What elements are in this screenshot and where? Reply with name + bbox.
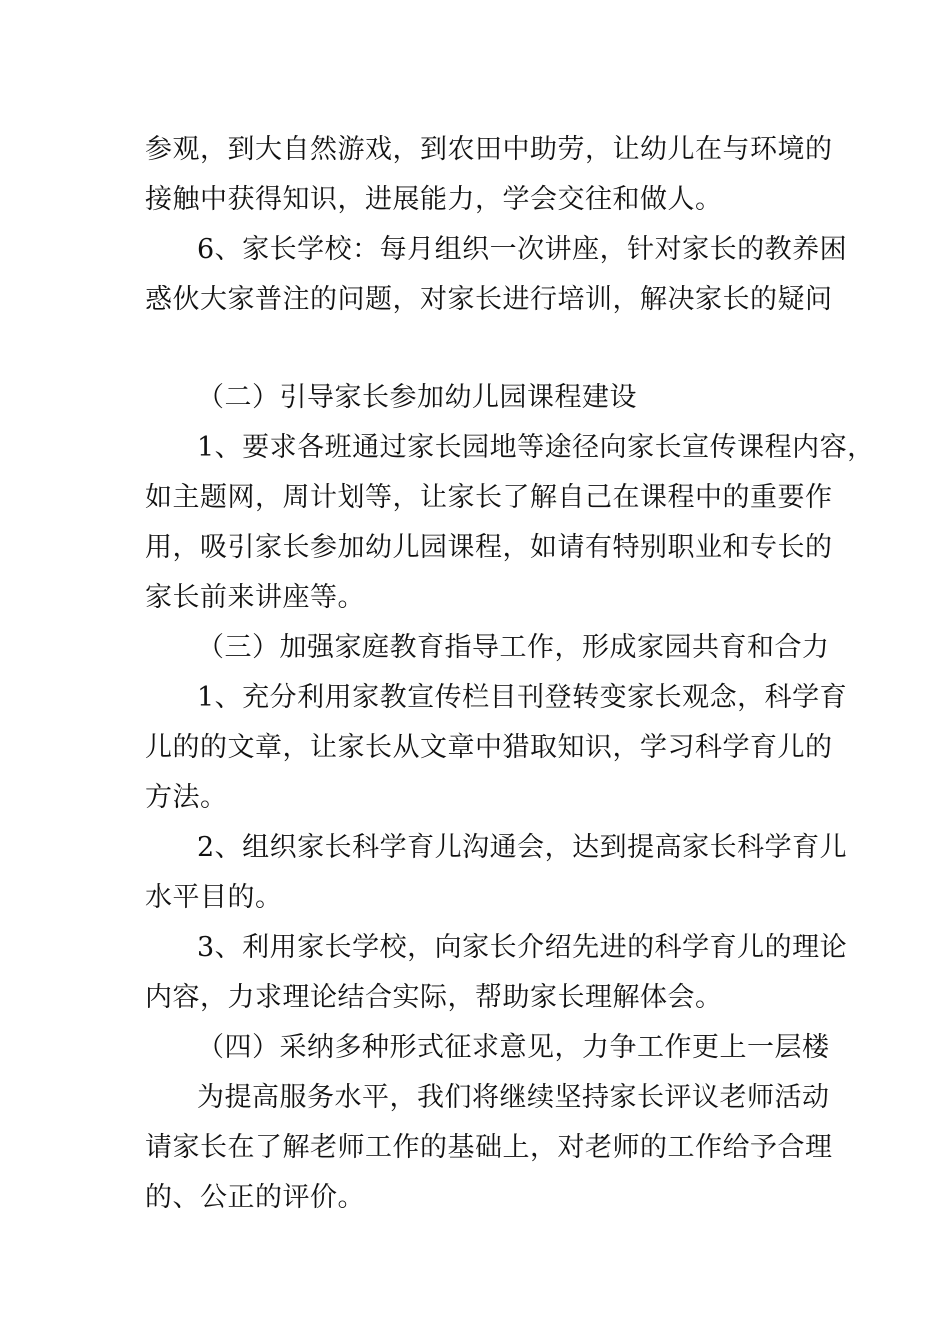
section-heading: （二）引导家长参加幼儿园课程建设	[197, 382, 637, 413]
text-line: 参观，到大自然游戏，到农田中助劳，让幼儿在与环境的	[145, 134, 833, 165]
text-line: 的、公正的评价。	[145, 1182, 365, 1213]
text-line: 3、利用家长学校，向家长介绍先进的科学育儿的理论	[197, 932, 848, 963]
text-line: 6、家长学校：每月组织一次讲座，针对家长的教养困	[197, 234, 848, 265]
text-line: 请家长在了解老师工作的基础上，对老师的工作给予合理	[145, 1132, 833, 1163]
text-line: 1、要求各班通过家长园地等途径向家长宣传课程内容，	[197, 432, 875, 463]
text-line: 1、充分利用家教宣传栏目刊登转变家长观念，科学育	[197, 682, 848, 713]
text-line: 2、组织家长科学育儿沟通会，达到提高家长科学育儿	[197, 832, 848, 863]
text-line: 接触中获得知识，进展能力，学会交往和做人。	[145, 184, 723, 215]
text-line: 家长前来讲座等。	[145, 582, 365, 613]
section-heading: （三）加强家庭教育指导工作，形成家园共育和合力	[197, 632, 830, 663]
text-line: 内容，力求理论结合实际，帮助家长理解体会。	[145, 982, 723, 1013]
text-line: 如主题网，周计划等，让家长了解自己在课程中的重要作	[145, 482, 833, 513]
text-line: 用，吸引家长参加幼儿园课程，如请有特别职业和专长的	[145, 532, 833, 563]
text-line: 方法。	[145, 782, 228, 813]
section-heading: （四）采纳多种形式征求意见，力争工作更上一层楼	[197, 1032, 830, 1063]
text-line: 为提高服务水平，我们将继续坚持家长评议老师活动	[197, 1082, 830, 1113]
text-line: 水平目的。	[145, 882, 283, 913]
text-line: 儿的的文章，让家长从文章中猎取知识，学习科学育儿的	[145, 732, 833, 763]
text-line: 惑伙大家普注的问题，对家长进行培训，解决家长的疑问	[145, 284, 833, 315]
